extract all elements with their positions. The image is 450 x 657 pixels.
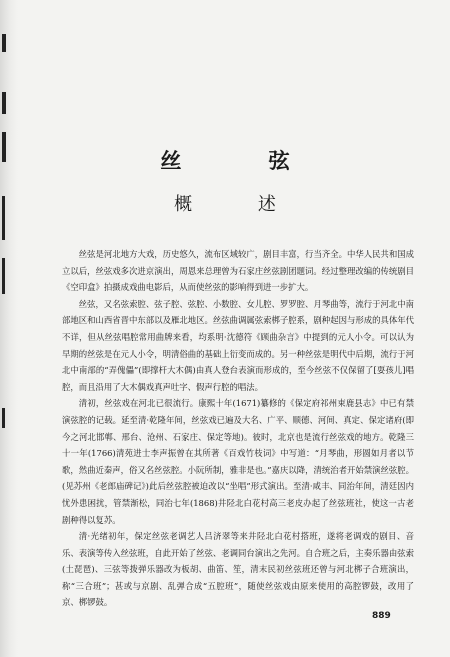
paragraph: 丝弦是河北地方大戏，历史悠久，流布区域较广，剧目丰富，行当齐全。中华人民共和国成立以后，丝弦戏多次进京演出，周恩来总理曾为石家庄丝弦剧团题词。经过整理改编的传统剧目《空印盒》拍摄成戏曲电影后，从而使丝弦的影响得到进一步扩大。 — [62, 249, 414, 293]
paragraph: 清初，丝弦戏在河北已很流行。康熙十年(1671)纂修的《保定府祁州束鹿县志》中已有禁演弦腔的记载。延至清·乾隆年间，丝弦戏已遍及大名、广平、顺德、河间、真定、保定诸府(即今之河北邯郸、邢台、沧州、石家庄、保定等地)。彼时，北京也是流行丝弦戏的地方。乾隆三十一年(1766)清苑进士李声振曾在其所著《百戏竹枝词》中写道：“月琴曲，形圆如月者以节歌，然曲近秦声，俗又名丝弦腔。小阮所制，雅非是也。”嘉庆以降，清统治者开始禁演丝弦腔。(见苏州《老郎庙碑记》)此后丝弦腔被迫改以“坐唱”形式演出。至清·咸丰、同治年间，清廷因内忧外患困扰，管禁渐松，同治七年(1868)井陉北白花村高三老皮办起了丝弦班社，使这一古老剧种得以复苏。 — [62, 398, 414, 525]
paragraph: 丝弦，又名弦索腔、弦子腔、弦腔、小数腔、女儿腔、罗罗腔、月琴曲等，流行于河北中南部地区和山西省晋中东部以及雁北地区。丝弦曲调属弦索梆子腔系，剧种起因与形成的具体年代不详，但从丝弦唱腔常用曲牌来看，均系明·沈德符《顾曲杂言》中提到的元人小令。可以认为早期的丝弦是在元人小令，明清俗曲的基础上衍变而成的。另一种丝弦是明代中后期，流行于河北中南部的“弄傀儡”(即撑杆大木偶)由真人登台表演而形成的，至今丝弦不仅保留了[耍孩儿]唱腔，而且沿用了大木偶戏真声吐字、假声行腔的唱法。 — [62, 298, 414, 392]
page-binding-edge — [0, 0, 18, 657]
body-text — [62, 246, 414, 611]
binding-mark — [2, 34, 6, 52]
binding-mark — [2, 408, 5, 428]
binding-mark — [2, 258, 5, 294]
page-number: 889 — [372, 611, 391, 621]
section-title: 概 述 — [174, 194, 306, 215]
paragraph: 清·光绪初年，保定丝弦老调艺人吕济翠等来井陉北白花村搭班，遂将老调戏的剧目、音乐、表演等传入丝弦班，自此开始了丝弦、老调同台演出之先河。自合班之后，主奏乐器由弦索(土琵琶)、三弦等拨弹乐器改为板胡、曲笛、笙，清末民初丝弦班还曾与河北梆子合班演出，称“三合班”；甚或与京剧、乱弹合成“五腔班”，随使丝弦戏由原来使用的高腔锣鼓，改用了京、梆锣鼓。 — [62, 531, 414, 608]
binding-mark — [2, 92, 6, 114]
page-title: 丝 弦 — [160, 148, 330, 173]
